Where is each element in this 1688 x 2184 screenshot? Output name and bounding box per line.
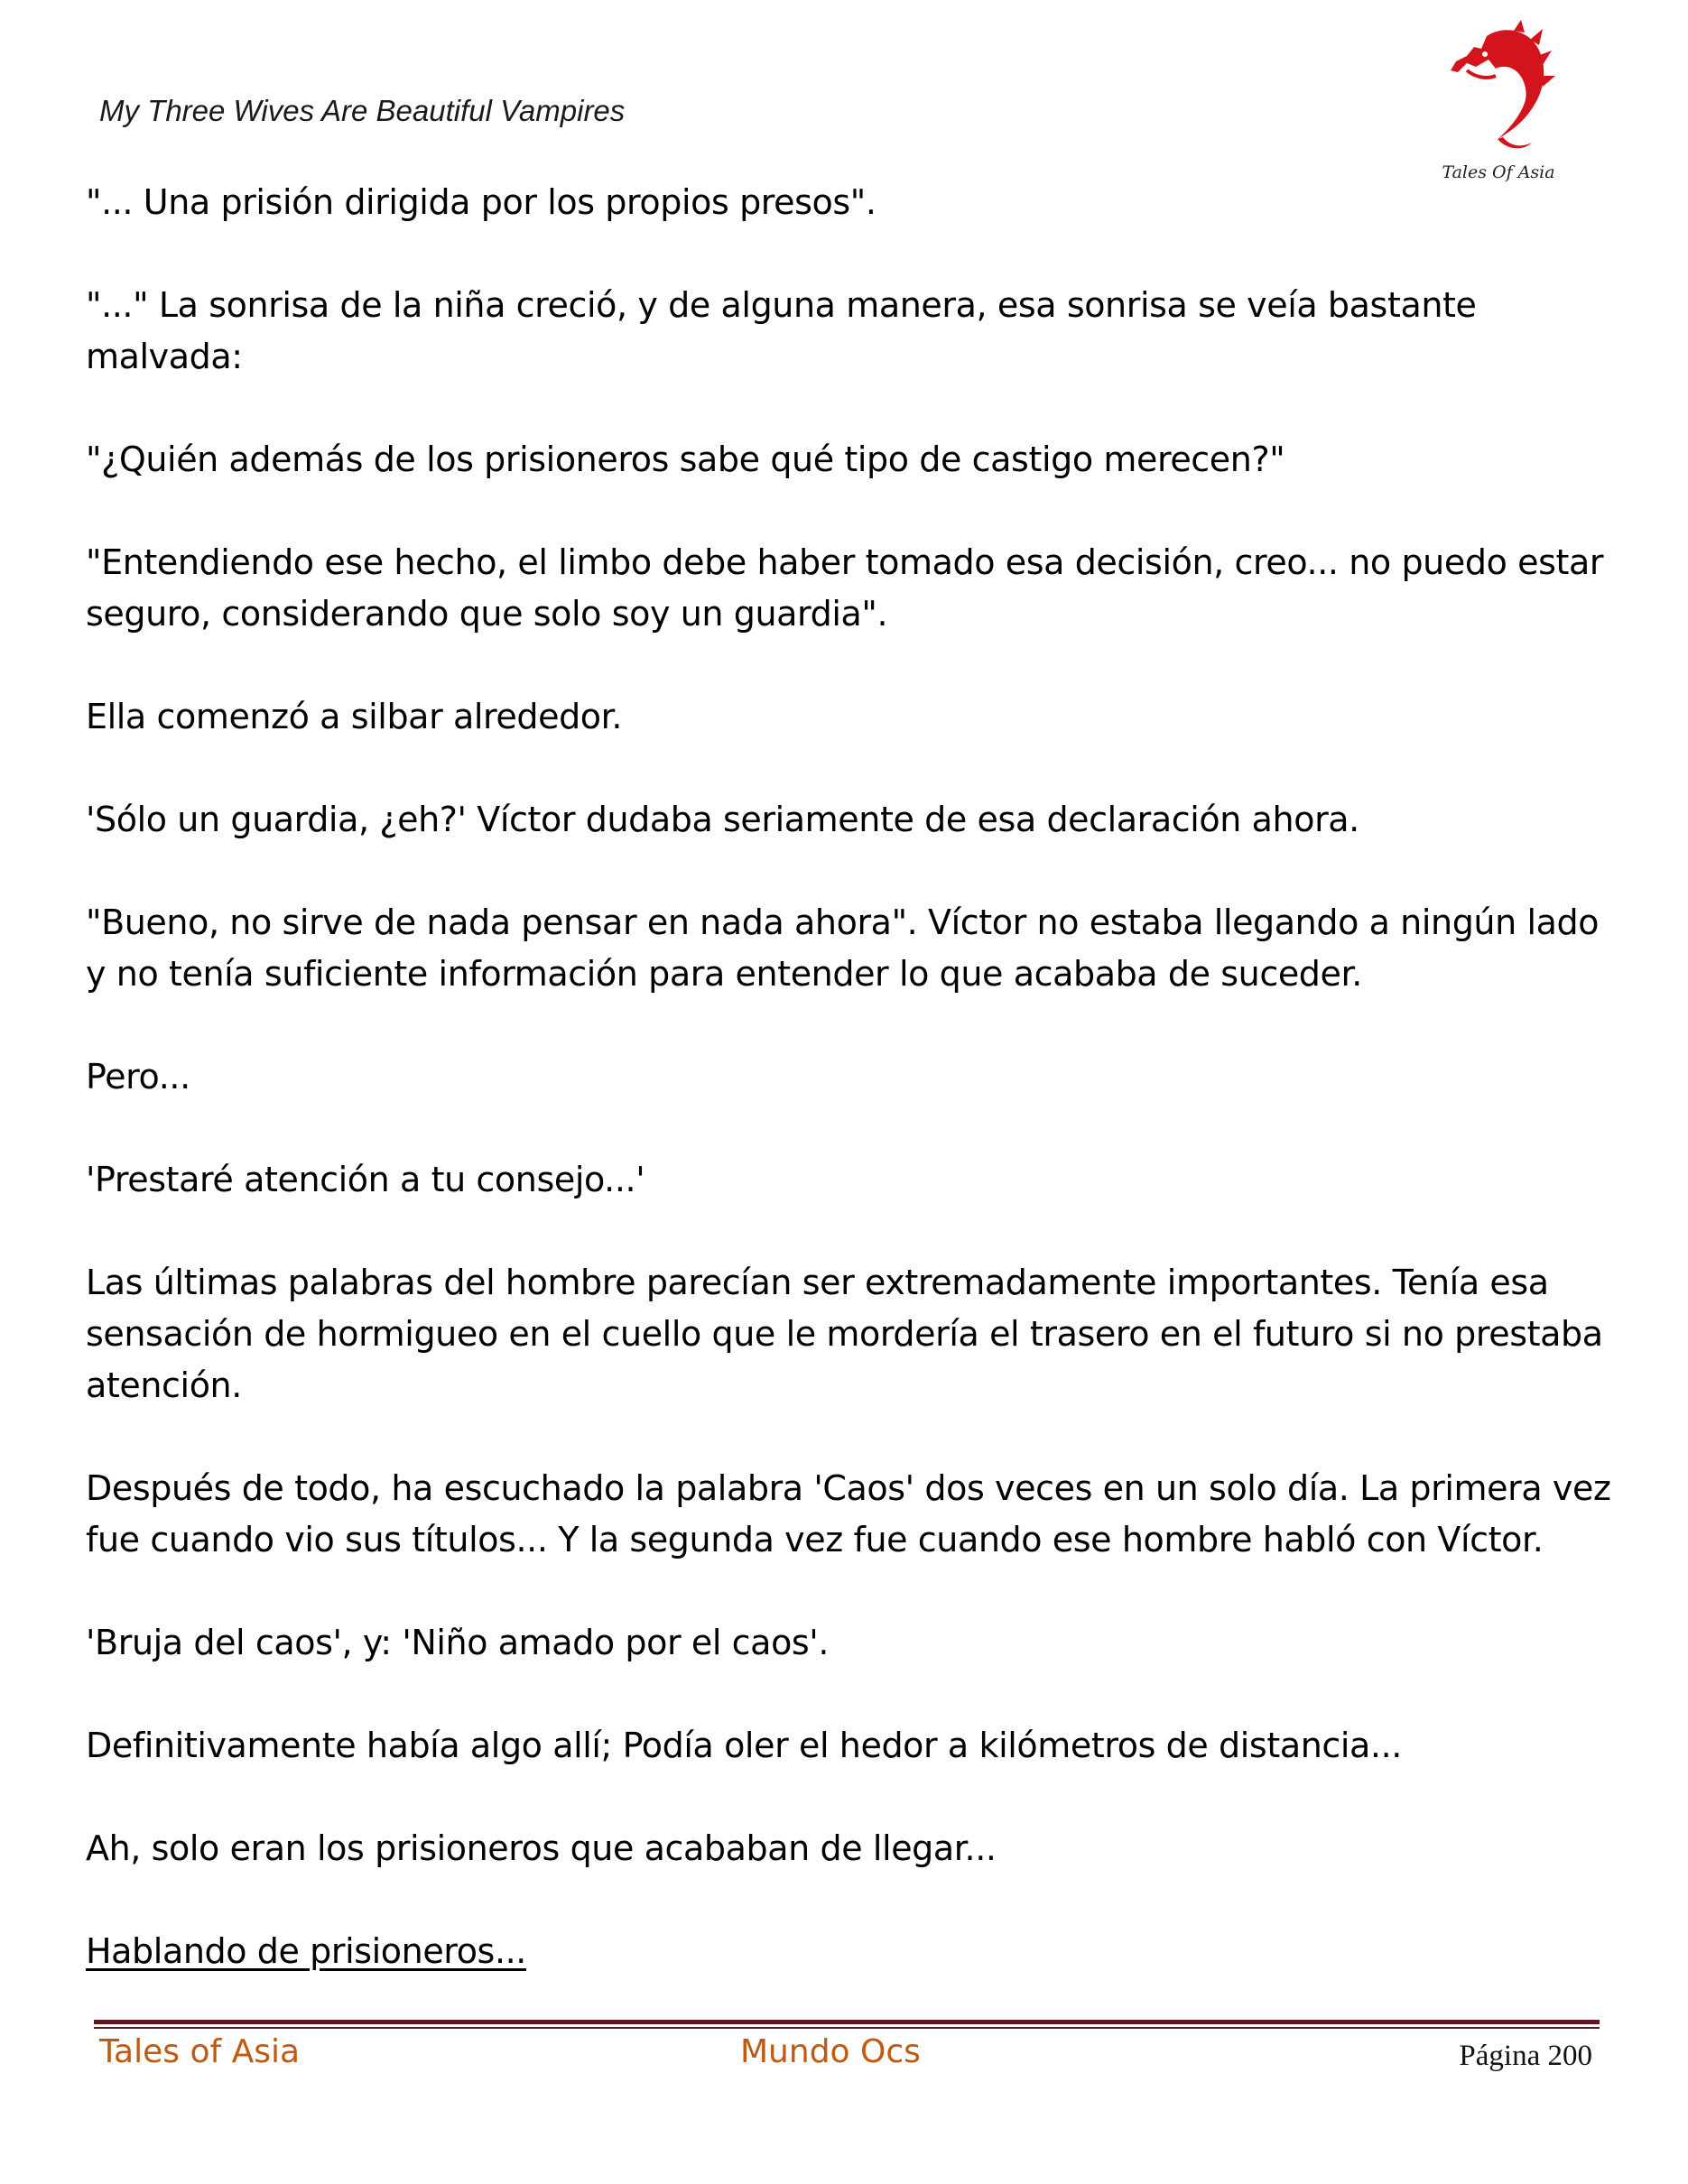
- book-title: My Three Wives Are Beautiful Vampires: [99, 94, 626, 127]
- tales-of-asia-logo: [1431, 20, 1566, 182]
- chapter-body: [86, 177, 1620, 1977]
- paragraph: Las últimas palabras del hombre parecían ser extremadamente importantes. Tenía esa sensación de hormigueo en el cuello que le mordería el trasero en el futuro si no prestaba atención.: [86, 1263, 1603, 1405]
- paragraph: 'Bruja del caos', y: 'Niño amado por el caos'.: [86, 1623, 830, 1662]
- paragraph: "Bueno, no sirve de nada pensar en nada ahora". Víctor no estaba llegando a ningún lado y no tenía suficiente información para entender lo que acababa de suceder.: [86, 902, 1600, 994]
- paragraph: Ella comenzó a silbar alrededor.: [86, 697, 623, 736]
- footer-divider: [94, 2020, 1600, 2024]
- paragraph: 'Sólo un guardia, ¿eh?' Víctor dudaba seriamente de esa declaración ahora.: [86, 800, 1359, 839]
- page-number: Página 200: [1459, 2040, 1592, 2072]
- paragraph: "¿Quién además de los prisioneros sabe qué tipo de castigo merecen?": [86, 440, 1285, 479]
- footer-divider-thin: [94, 2027, 1600, 2029]
- paragraph: "..." La sonrisa de la niña creció, y de alguna manera, esa sonrisa se veía bastante malvada:: [86, 285, 1477, 376]
- logo-caption: Tales Of Asia: [1442, 162, 1555, 182]
- red-dragon-icon: [1431, 20, 1566, 164]
- footer-section-name: Mundo Ocs: [740, 2033, 921, 2070]
- paragraph: 'Prestaré atención a tu consejo...': [86, 1160, 645, 1199]
- paragraph: "Entendiendo ese hecho, el limbo debe haber tomado esa decisión, creo... no puedo estar seguro, considerando que solo soy un guardia".: [86, 542, 1604, 634]
- paragraph: Definitivamente había algo allí; Podía oler el hedor a kilómetros de distancia...: [86, 1726, 1402, 1765]
- paragraph: "... Una prisión dirigida por los propios presos".: [86, 182, 876, 222]
- paragraph: Ah, solo eran los prisioneros que acababan de llegar...: [86, 1828, 997, 1868]
- footer-site-name: Tales of Asia: [99, 2033, 301, 2070]
- paragraph: Después de todo, ha escuchado la palabra 'Caos' dos veces en un solo día. La primera vez fue cuando vio sus títulos... Y la segunda vez fue cuando ese hombre habló con Víctor.: [86, 1468, 1611, 1559]
- paragraph: Hablando de prisioneros...: [86, 1931, 526, 1971]
- paragraph: Pero...: [86, 1057, 190, 1097]
